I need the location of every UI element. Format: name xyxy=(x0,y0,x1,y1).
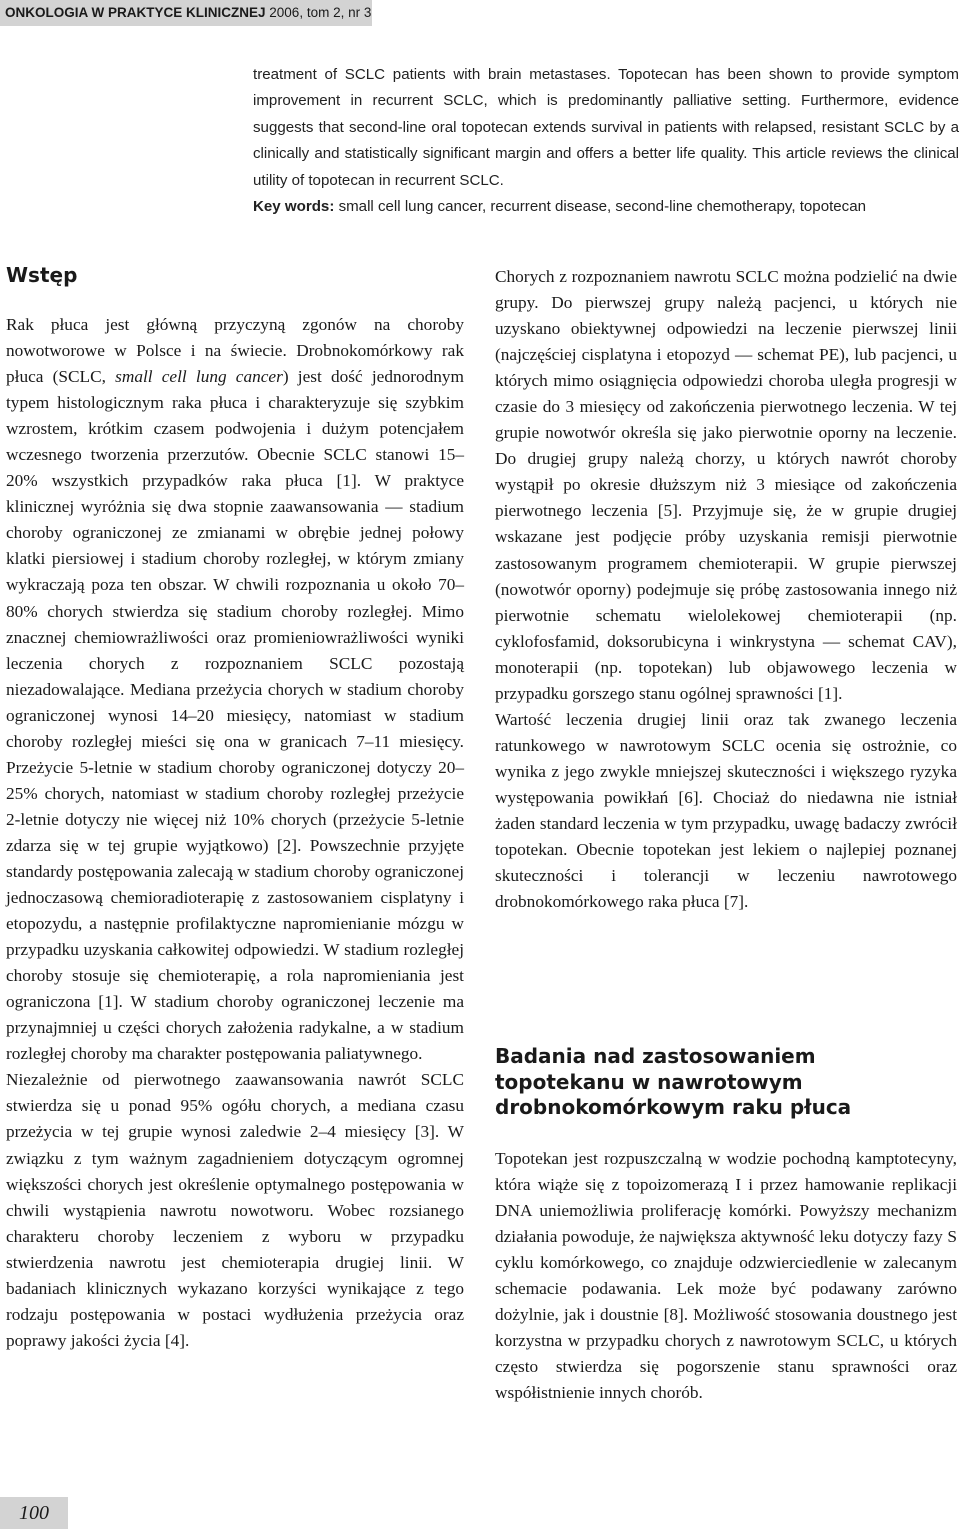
left-column xyxy=(6,312,464,1354)
abstract-text: treatment of SCLC patients with brain metastases. Topotecan has been shown to provide symptom improvement in recurrent SCLC, which is predominantly palliative setting. Furthermore, evidence suggests that second-line oral topotecan extends survival in patients with relapsed, resistant SCLC by a clinically and statistically significant margin and offers a better life quality. This article reviews the clinical utility of topotecan in recurrent SCLC. xyxy=(253,66,959,189)
section-heading-intro: Wstęp xyxy=(6,263,78,287)
keywords-label: Key words: xyxy=(253,198,335,216)
intro-paragraph-1: Rak płuca jest główną przyczyną zgonów na choroby nowotworowe w Polsce i na świecie. Drobnokomórkowy rak płuca (SCLC, small cell lung cancer) jest dość jednorodnym typem histologicznym raka płuca i charakteryzuje się szybkim wzrostem, krótkim czasem podwojenia i dużym potencjałem wczesnego tworzenia przerzutów. Obecnie SCLC stanowi 15–20% wszystkich przypadków raka płuca [1]. W praktyce klinicznej wyróżnia się dwa stopnie zaawansowania — stadium choroby ograniczonej ze zmianami w obrębie jednej połowy klatki piersiowej i stadium choroby rozległej, w którym zmiany wykraczają poza ten obszar. W chwili rozpoznania u około 70–80% chorych stwierdza się stadium choroby rozległej. Mimo znacznej chemiowrażliwości oraz promieniowrażliwości wyniki leczenia chorych z rozpoznaniem SCLC pozostają niezadowalające. Mediana przeżycia chorych w stadium choroby ograniczonej wynosi 14–20 miesięcy, natomiast w stadium choroby rozległej mieści się ona w granicach 7–11 miesięcy. Przeżycie 5-letnie w stadium choroby ograniczonej dotyczy 20–25% chorych, natomiast w stadium choroby rozległej przeżycie 2-letnie dotyczy nie więcej niż 10% chorych (przeżycie 5-letnie zdarza się w tej grupie wyjątkowo) [2]. Powszechnie przyjęte standardy postępowania zalecają w stadium choroby ograniczonej jednoczasową chemioradioterapię z zastosowaniem cisplatyny i etopozydu, a następnie profilaktyczne napromienianie mózgu w przypadku uzyskania całkowitej odpowiedzi. W stadium rozległej choroby stosuje się chemioterapię, a rola napromieniania jest ograniczona [1]. W stadium choroby ograniczonej leczenie ma przynajmniej u części chorych założenia radykalne, a w stadium rozległej choroby ma charakter postępowania paliatywnego. xyxy=(6,315,464,1064)
right-column-top xyxy=(495,264,957,915)
keywords-text: small cell lung cancer, recurrent disease, second-line chemotherapy, topotecan xyxy=(338,198,867,216)
journal-name: ONKOLOGIA W PRAKTYCE KLINICZNEJ xyxy=(5,5,266,20)
keywords xyxy=(253,194,959,220)
studies-paragraph-1: Topotekan jest rozpuszczalną w wodzie pochodną kamptotecyny, która wiąże się z topoizomerazą I i przez hamowanie replikacji DNA uniemożliwia proliferację komórki. Powyższy mechanizm działania powoduje, że największa aktywność leku dotyczy fazy S cyklu komórkowego, co znajduje odzwierciedlenie w zalecanym schemacie podawania. Lek może być podawany zarówno dożylnie, jak i doustnie [8]. Możliwość stosowania doustnego jest korzystna w przypadku chorych z nawrotowym SCLC, u których często stwierdza się pogorszenie stanu sprawności oraz współistnienie innych chorób. xyxy=(495,1149,957,1403)
journal-issue: 2006, tom 2, nr 3 xyxy=(269,5,372,20)
page-number: 100 xyxy=(0,1497,68,1529)
section-heading-studies: Badania nad zastosowaniem topotekanu w nawrotowym drobnokomórkowym raku płuca xyxy=(495,1044,852,1119)
journal-header xyxy=(0,0,372,26)
abstract xyxy=(253,62,959,220)
intro-paragraph-4: Wartość leczenia drugiej linii oraz tak zwanego leczenia ratunkowego w nawrotowym SCLC ocenia się ostrożnie, co wynika z jego zwykle mniejszej skuteczności i większego ryzyka występowania powikłań [6]. Chociaż do niedawna nie istniał żaden standard leczenia w tym przypadku, uwagę badaczy zwrócił topotekan. Obecnie topotekan jest lekiem o najlepiej poznanej skuteczności i tolerancji w leczeniu nawrotowego drobnokomórkowego raka płuca [7]. xyxy=(495,709,957,912)
right-column-bottom xyxy=(495,1146,957,1406)
italic-term: small cell lung cancer xyxy=(115,367,283,387)
intro-paragraph-3: Chorych z rozpoznaniem nawrotu SCLC można podzielić na dwie grupy. Do pierwszej grupy należą pacjenci, u których nie uzyskano obiektywnej odpowiedzi na leczenie pierwszej linii (najczęściej cisplatyna i etopozyd — schemat PE), lub pacjenci, u których mimo osiągnięcia odpowiedzi choroba uległa progresji w czasie do 3 miesięcy od zakończenia pierwotnego leczenia. W tej grupie nowotwór określa się jako pierwotnie oporny na leczenie. Do drugiej grupy należą chorzy, u których nawrót choroby wystąpił po okresie dłuższym niż 3 miesiące od zakończenia pierwotnego leczenia [5]. Przyjmuje się, że w grupie drugiej wskazane jest podjęcie próby uzyskania remisji pierwotnie zastosowanym programem chemioterapii. W grupie pierwszej (nowotwór oporny) podejmuje się próbę zastosowania innego niż pierwotnie schematu wielolekowej chemioterapii (np. cyklofosfamid, doksorubicyna i winkrystyna — schemat CAV), monoterapii (np. topotekan) lub objawowego leczenia w przypadku gorszego stanu ogólnej sprawności [1]. xyxy=(495,267,957,703)
intro-paragraph-2: Niezależnie od pierwotnego zaawansowania nawrót SCLC stwierdza się u ponad 95% ogółu chorych, a mediana czasu przeżycia w tej grupie wynosi zaledwie 2–4 miesięcy [3]. W związku z tym ważnym zagadnieniem dotyczącym ogromnej większości chorych jest określenie optymalnego postępowania w chwili wystąpienia nawrotu nowotworu. Wobec rozsianego charakteru choroby leczeniem z wyboru w przypadku stwierdzenia nawrotu jest chemioterapia drugiej linii. W badaniach klinicznych wykazano korzyści wynikające z tego rodzaju postępowania w postaci wydłużenia przeżycia oraz poprawy jakości życia [4]. xyxy=(6,1070,464,1350)
